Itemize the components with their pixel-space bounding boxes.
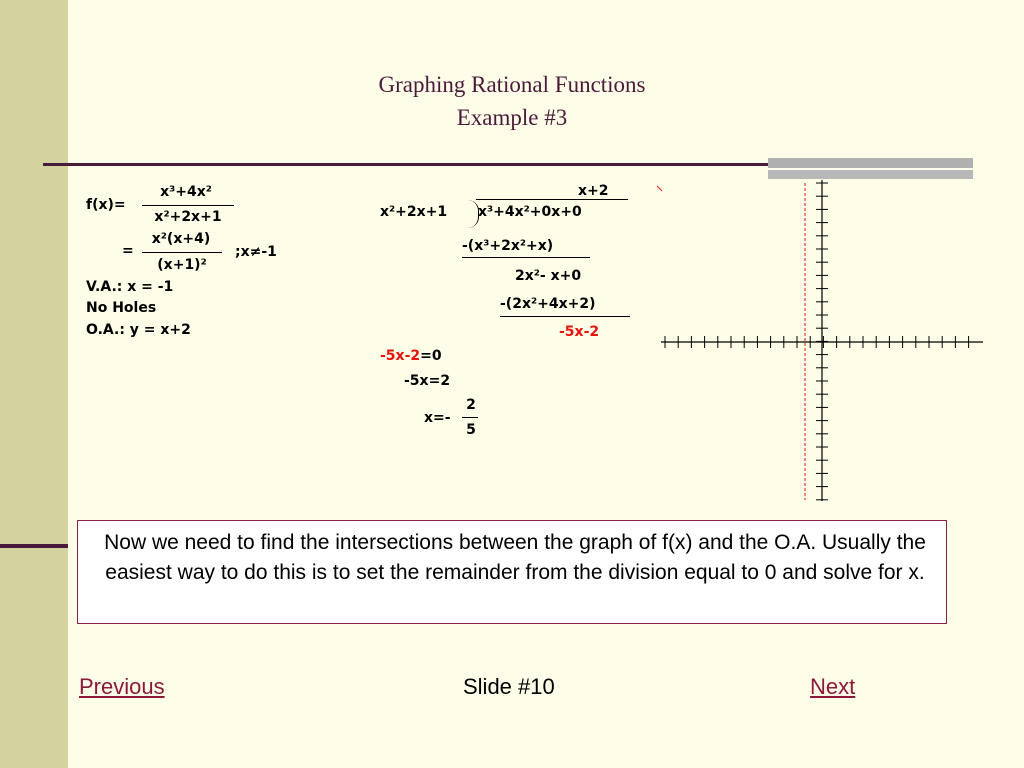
division-dividend: x³+4x²+0x+0 — [478, 204, 582, 220]
oblique-asymptote: O.A.: y = x+2 — [86, 322, 191, 338]
solve-line-2: -5x=2 — [404, 373, 451, 389]
fraction1-numerator: x³+4x² — [160, 184, 212, 200]
solve-fraction-denominator: 5 — [466, 422, 476, 438]
title-divider — [43, 163, 768, 166]
solve-line-1 — [380, 348, 442, 364]
division-subtract-2: -(2x²+4x+2) — [500, 296, 596, 312]
slide-title — [300, 68, 724, 134]
division-overbar — [476, 199, 628, 200]
division-line-2 — [500, 316, 630, 317]
solve-remainder: -5x-2 — [380, 348, 421, 364]
fraction1-bar — [142, 205, 234, 206]
note-text: Now we need to find the intersections between the graph of f(x) and the O.A. Usually the easiest way to do this is to set the remainder from the division equal to 0 and solve for x. — [104, 531, 926, 584]
solve-equals-zero: =0 — [420, 348, 442, 364]
slide-number: Slide #10 — [463, 674, 555, 699]
fraction1-denominator: x²+2x+1 — [154, 209, 222, 225]
fx-label: f(x)= — [86, 197, 126, 213]
division-subtract-1: -(x³+2x²+x) — [462, 238, 554, 254]
equals-sign: = — [122, 243, 134, 259]
sidebar-divider — [0, 544, 68, 548]
solve-line-3-prefix: x=- — [424, 410, 451, 426]
division-divisor: x²+2x+1 — [380, 204, 448, 220]
coordinate-grid — [655, 178, 985, 503]
title-line-2: Example #3 — [456, 105, 568, 130]
division-remainder: -5x-2 — [559, 324, 600, 340]
vertical-asymptote: V.A.: x = -1 — [86, 279, 174, 295]
previous-link[interactable]: Previous — [79, 674, 165, 699]
division-quotient: x+2 — [578, 183, 609, 199]
red-tick-mark — [657, 186, 662, 191]
division-difference-1: 2x²- x+0 — [515, 268, 582, 284]
fraction2-bar — [142, 252, 222, 253]
domain-restriction: ;x≠-1 — [235, 244, 277, 260]
solve-fraction-numerator: 2 — [466, 397, 476, 413]
next-link[interactable]: Next — [810, 674, 856, 699]
holes-statement: No Holes — [86, 300, 157, 316]
fraction2-numerator: x²(x+4) — [151, 231, 211, 247]
solve-fraction-bar — [462, 417, 478, 418]
left-sidebar-band — [0, 0, 68, 768]
title-line-1: Graphing Rational Functions — [378, 72, 646, 97]
division-line-1 — [462, 257, 590, 258]
fraction2-denominator: (x+1)² — [157, 257, 207, 273]
title-tab-accent — [768, 158, 973, 168]
